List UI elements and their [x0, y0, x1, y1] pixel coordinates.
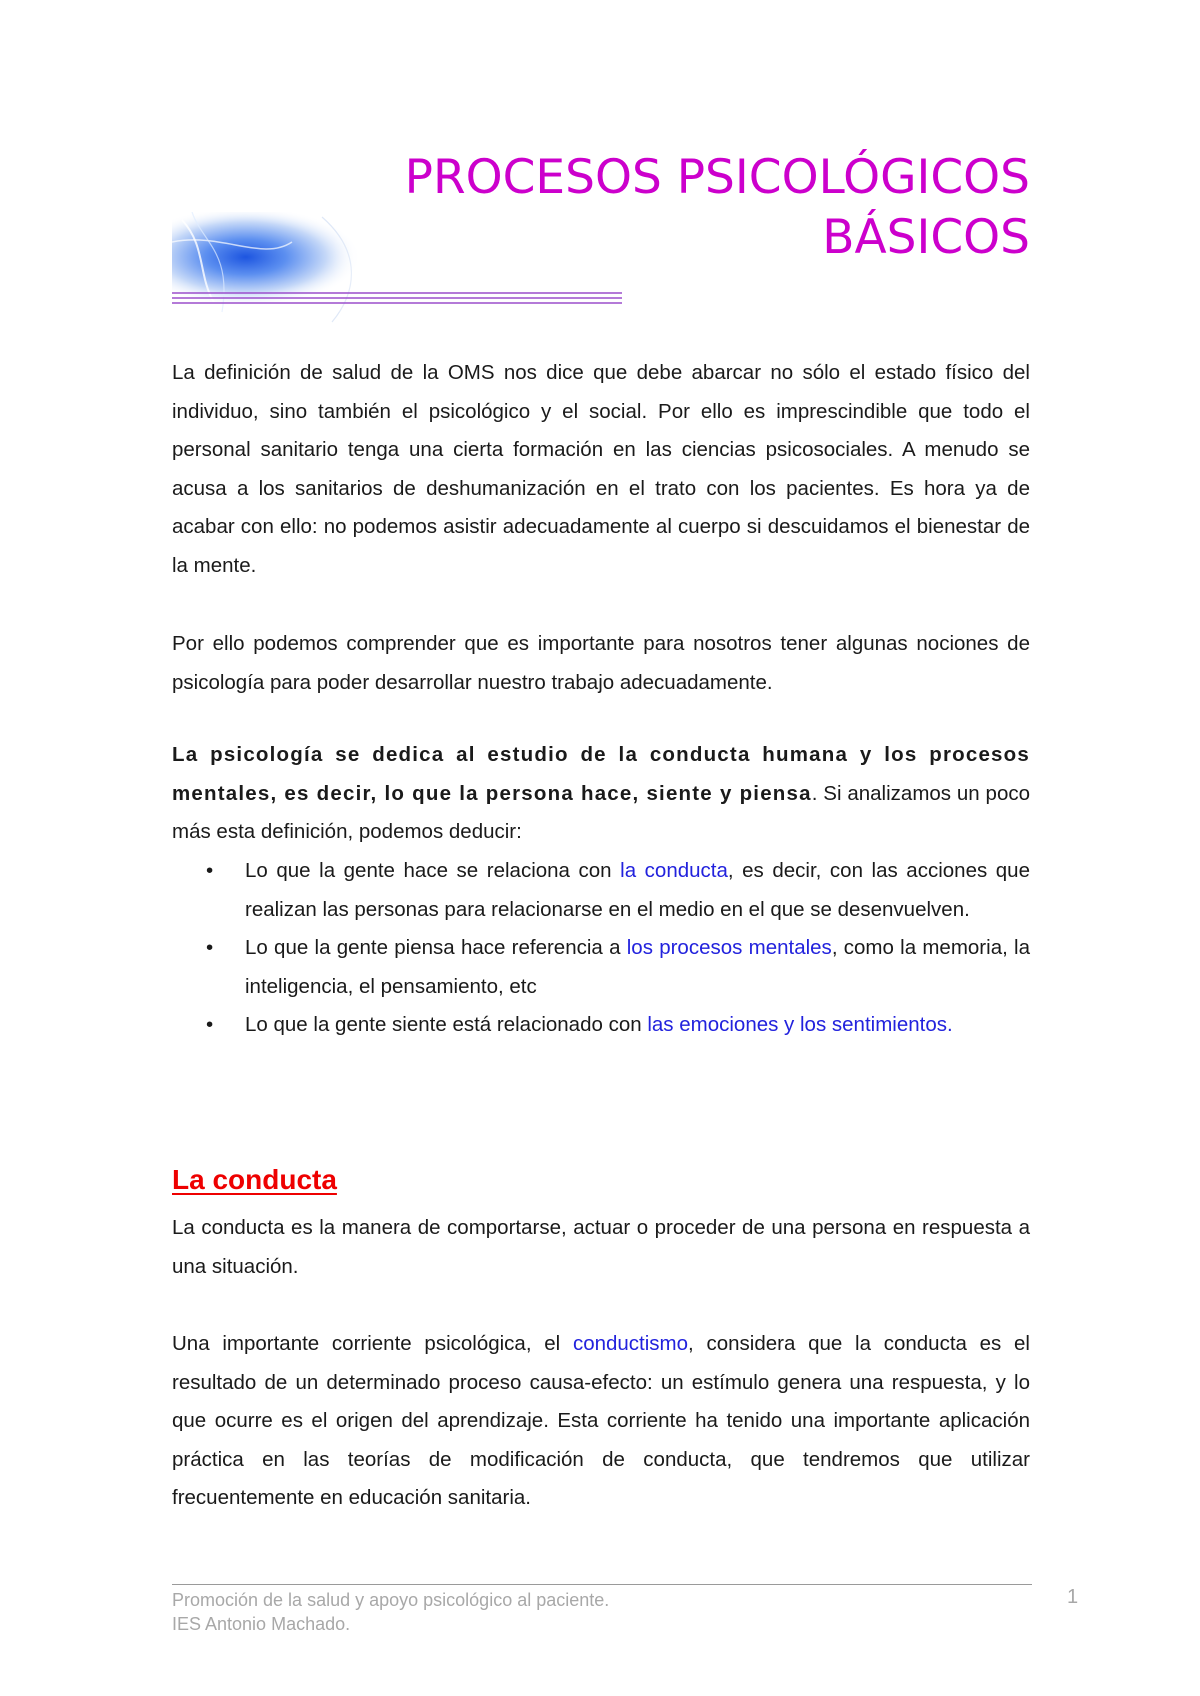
paragraph-text: , considera que la conducta es el resultado de un determinado proceso causa-efecto: un estímulo genera una respuesta, y lo que ocurre es el origen del aprendizaje. Esta corriente ha tenido una importante aplicación práctica en las teorías de modificación de conducta, que tendremos que utilizar frecuentemente en educación sanitaria. — [172, 1332, 1030, 1509]
list-item-text: Lo que la gente piensa hace referencia a — [245, 936, 627, 959]
page-footer — [172, 1588, 609, 1636]
bullet-icon: • — [206, 936, 214, 959]
footer-line-2: IES Antonio Machado. — [172, 1614, 351, 1634]
list-item — [172, 852, 1030, 929]
footer-line-1: Promoción de la salud y apoyo psicológico al paciente. — [172, 1590, 610, 1610]
list-item-text: Lo que la gente siente está relacionado con — [245, 1013, 648, 1036]
paragraph-psychology-notions — [172, 625, 1030, 702]
list-item-text: , como la memoria, la inteligencia, el pensamiento, etc — [245, 936, 1031, 998]
paragraph-who-definition — [172, 354, 1030, 585]
link-emociones-sentimientos[interactable]: las emociones y los sentimientos. — [647, 1013, 953, 1036]
paragraph-text: Por ello podemos comprender que es importante para nosotros tener algunas nociones de psicología para poder desarrollar nuestro trabajo adecuadamente. — [172, 632, 1030, 694]
paragraph-conducta-definition — [172, 1209, 1030, 1286]
title-line-1: PROCESOS PSICOLÓGICOS — [404, 150, 1030, 205]
paragraph-text: La definición de salud de la OMS nos dice que debe abarcar no sólo el estado físico del individuo, sino también el psicológico y el social. Por ello es imprescindible que todo el personal sanitario tenga una cierta formación en las ciencias psicosociales. A menudo se acusa a los sanitarios de deshumanización en el trato con los pacientes. Es hora ya de acabar con ello: no podemos asistir adecuadamente al cuerpo si descuidamos el bienestar de la mente. — [172, 361, 1030, 577]
section-heading: La conducta — [172, 1164, 337, 1195]
paragraph-text: Una importante corriente psicológica, el — [172, 1332, 573, 1355]
bullet-icon: • — [206, 859, 214, 882]
bold-definition: La psicología se dedica al estudio de la conducta humana y los procesos mentales, es decir, lo que la persona hace, siente y piensa — [172, 743, 1030, 805]
footer-divider — [172, 1584, 1032, 1585]
list-item-text: , es decir, con las acciones que realizan las personas para relacionarse en el medio en el que se desenvuelven. — [245, 859, 1030, 921]
paragraph-psychology-definition — [172, 736, 1030, 852]
title-line-2: BÁSICOS — [822, 210, 1030, 265]
list-item-text: Lo que la gente hace se relaciona con — [245, 859, 621, 882]
definition-bullet-list — [172, 852, 1030, 1045]
link-procesos-mentales[interactable]: los procesos mentales — [626, 936, 832, 959]
paragraph-text: . Si analizamos un poco más esta definición, podemos deducir: — [172, 781, 1030, 843]
list-item — [172, 929, 1030, 1006]
bullet-icon: • — [206, 1013, 214, 1036]
paragraph-text: La conducta es la manera de comportarse, actuar o proceder de una persona en respuesta a una situación. — [172, 1216, 1030, 1278]
page-number: 1 — [1067, 1586, 1079, 1608]
link-la-conducta[interactable]: la conducta — [620, 859, 728, 882]
document-title — [405, 148, 1030, 268]
paragraph-conductismo — [172, 1325, 1030, 1518]
link-conductismo[interactable]: conductismo — [572, 1332, 689, 1355]
list-item — [172, 1006, 1030, 1045]
